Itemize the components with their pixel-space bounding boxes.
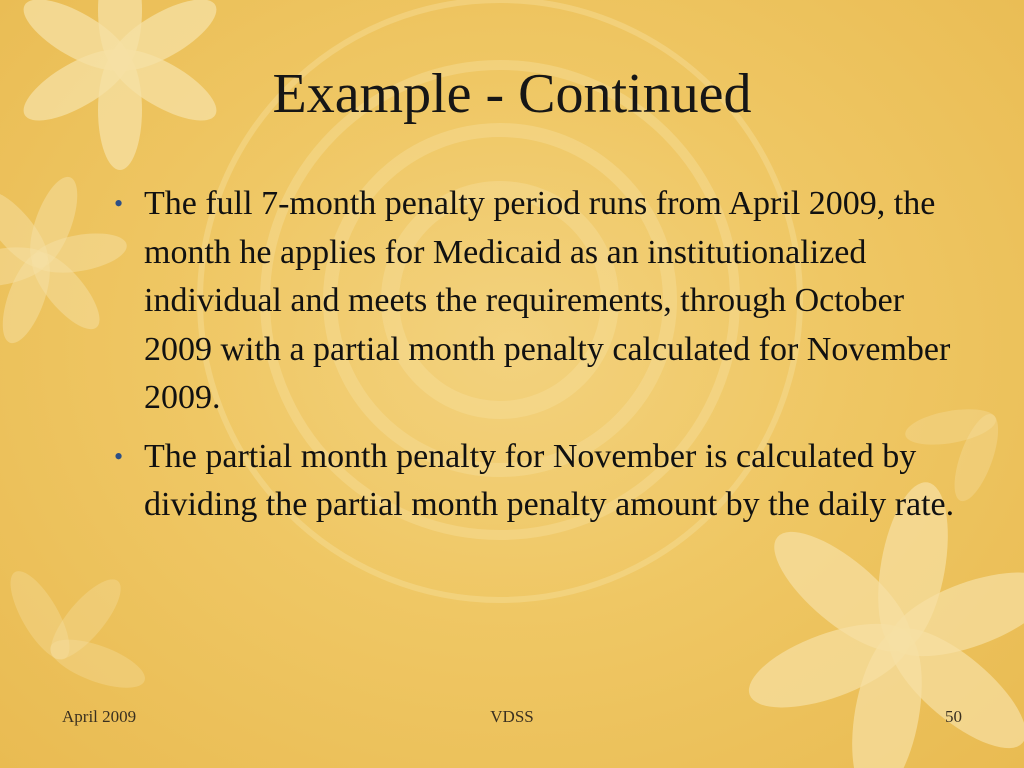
bullet-text: The partial month penalty for November is calculated by dividing the partial month penalty amount by the daily rate. [144, 437, 955, 523]
bullet-icon: • [114, 441, 124, 471]
bullet-item [110, 433, 960, 530]
bullet-text: The full 7-month penalty period runs from April 2009, the month he applies for Medicaid as an institutionalized individual and meets the requirements, through October 2009 with a partial month penalty calculated for November 2009. [144, 185, 951, 416]
bullet-item [110, 180, 960, 423]
bullet-icon: • [114, 189, 124, 218]
footer-date: April 2009 [62, 707, 137, 726]
footer-organization: VDSS [490, 707, 534, 726]
footer-page-number: 50 [945, 707, 962, 726]
bullet-list [110, 180, 960, 540]
slide-title: Example - Continued [272, 63, 752, 125]
